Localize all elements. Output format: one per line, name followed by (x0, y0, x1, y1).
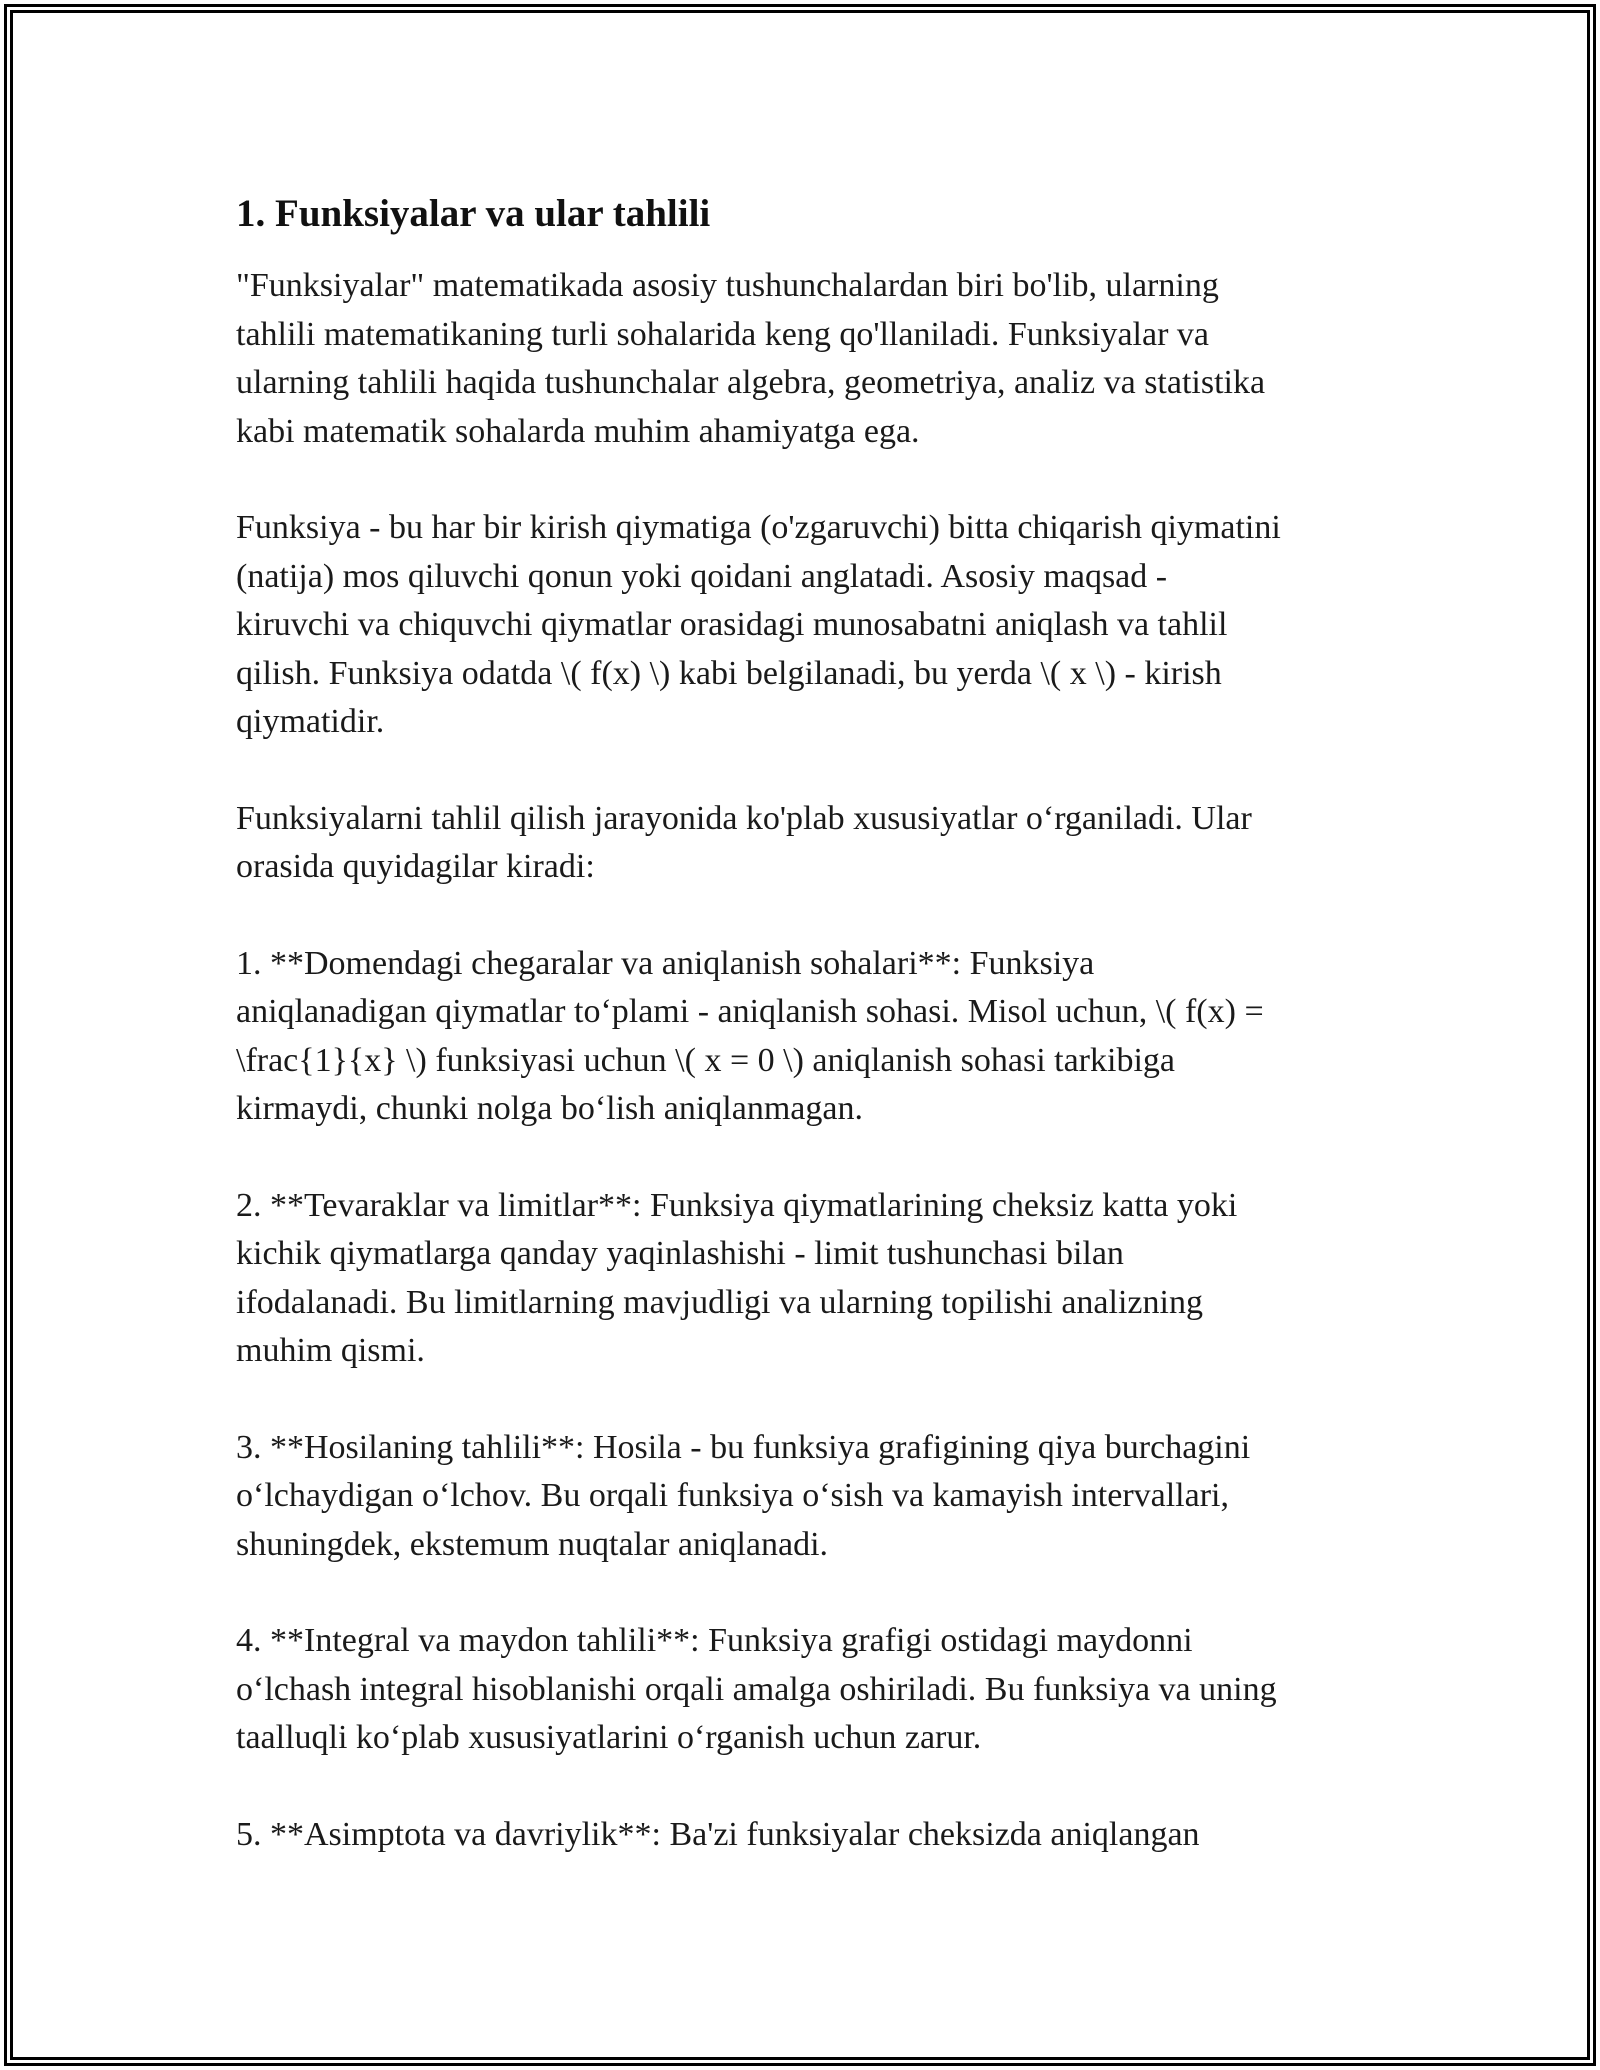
paragraph-intro: "Funksiyalar" matematikada asosiy tushunchalardan biri bo'lib, ularning tahlili matematikaning turli sohalarida keng qo'llaniladi. Funksiyalar va ularning tahlili haqida tushunchalar algebra, geometriya, analiz va statistika kabi matematik sohalarda muhim ahamiyatga ega. (236, 267, 1266, 450)
list-item-domain: 1. **Domendagi chegaralar va aniqlanish sohalari**: Funksiya aniqlanadigan qiymatlar toʻplami - aniqlanish sohasi. Misol uchun, \( f(x) = \frac{1}{x} \) funksiyasi uchun \( x = 0 \) aniqlanish sohasi tarkibiga kirmaydi, chunki nolga boʻlish aniqlanmagan. (236, 944, 1264, 1127)
list-item-derivative: 3. **Hosilaning tahlili**: Hosila - bu funksiya grafigining qiya burchagini oʻlchaydigan oʻlchov. Bu orqali funksiya oʻsish va kamayish intervallari, shuningdek, ekstemum nuqtalar aniqlanadi. (236, 1428, 1251, 1563)
document-title: 1. Funksiyalar va ular tahlili (236, 192, 711, 235)
paragraph-definition: Funksiya - bu har bir kirish qiymatiga (o'zgaruvchi) bitta chiqarish qiymatini (natija) mos qiluvchi qonun yoki qoidani anglatadi. Asosiy maqsad - kiruvchi va chiquvchi qiymatlar orasidagi munosabatni aniqlash va tahlil qilish. Funksiya odatda \( f(x) \) kabi belgilanadi, bu yerda \( x \) - kirish qiymatidir. (236, 509, 1281, 740)
paragraph-properties-intro: Funksiyalarni tahlil qilish jarayonida ko'plab xususiyatlar oʻrganiladi. Ular orasida quyidagilar kiradi: (236, 799, 1252, 885)
list-item-asymptote: 5. **Asimptota va davriylik**: Ba'zi funksiyalar cheksizda aniqlangan (236, 1815, 1200, 1853)
list-item-limits: 2. **Tevaraklar va limitlar**: Funksiya qiymatlarining cheksiz katta yoki kichik qiymatlarga qanday yaqinlashishi - limit tushunchasi bilan ifodalanadi. Bu limitlarning mavjudligi va ularning topilishi analizning muhim qismi. (236, 1186, 1238, 1369)
list-item-integral: 4. **Integral va maydon tahlili**: Funksiya grafigi ostidagi maydonni oʻlchash integral hisoblanishi orqali amalga oshiriladi. Bu funksiya va uning taalluqli koʻplab xususiyatlarini oʻrganish uchun zarur. (236, 1622, 1277, 1756)
document-body (236, 188, 1376, 1907)
